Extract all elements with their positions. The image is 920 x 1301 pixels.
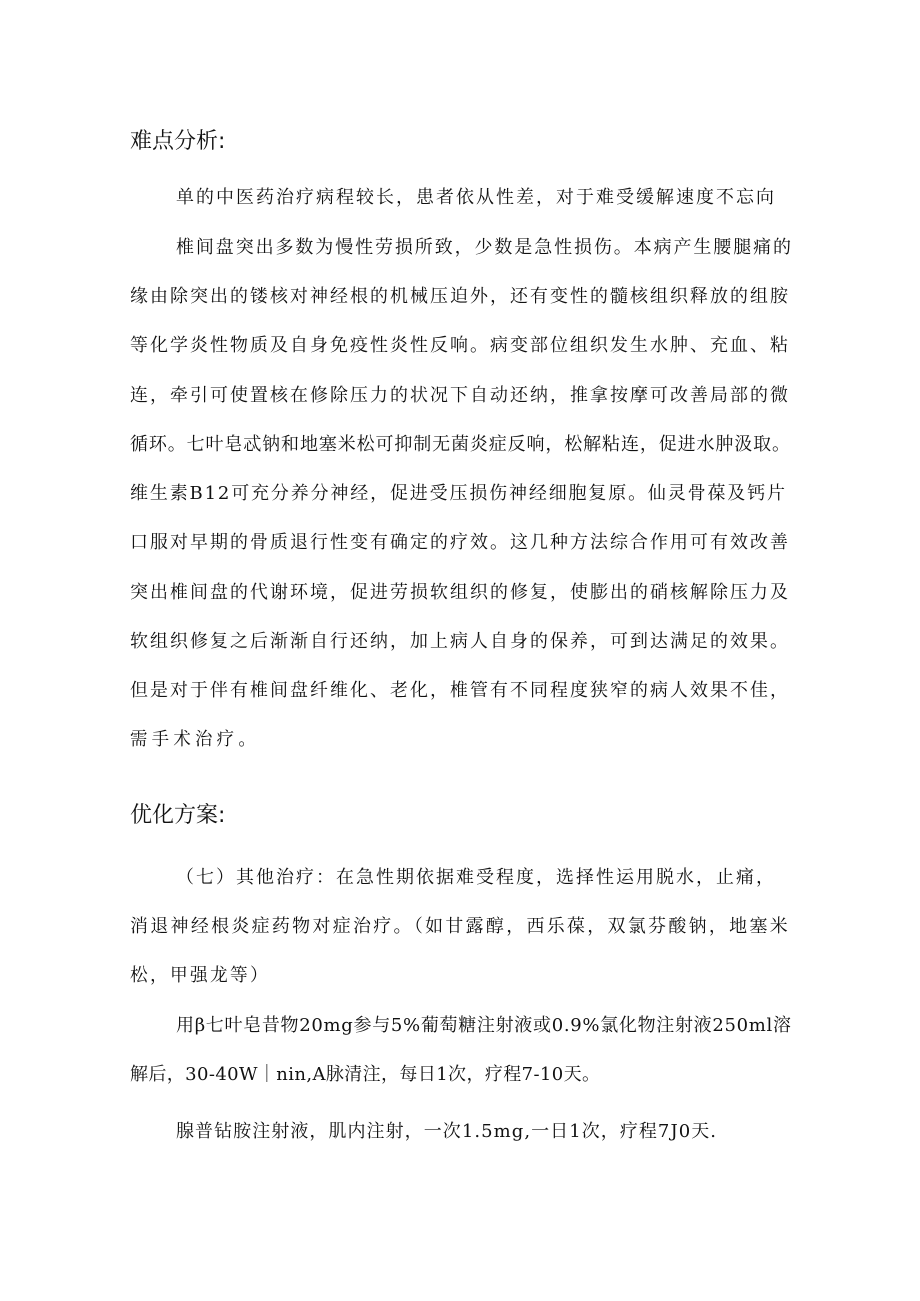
- section-title-difficulty-analysis: 难点分析:: [130, 129, 226, 154]
- text-line: 腺普钻胺注射液，肌内注射，一次1.5mg,一日1次，疗程7J0天.: [176, 1121, 718, 1142]
- text-line: 连，牵引可使置核在修除压力的状况下自动还纳，推拿按摩可改善局部的微: [130, 385, 790, 406]
- text-line: 等化学炎性物质及自身免疫性炎性反响。病变部位组织发生水肿、充血、粘: [130, 335, 790, 356]
- text-line: 突出椎间盘的代谢环境，促进劳损软组织的修复，使膨出的硝核解除压力及: [130, 582, 790, 603]
- text-line: 缘由除突出的镂核对神经根的机械压迫外，还有变性的髓核组织释放的组胺: [130, 286, 790, 307]
- text-line: 软组织修复之后渐渐自行还纳，加上病人自身的保养，可到达满足的效果。: [130, 631, 790, 652]
- text-line: 松，甲强龙等）: [130, 965, 270, 986]
- text-line: 维生素B12可充分养分神经，促进受压损伤神经细胞复原。仙灵骨葆及钙片: [130, 483, 787, 504]
- text-line: 单的中医药治疗病程较长，患者依从性差，对于难受缓解速度不忘向: [176, 187, 776, 208]
- text-line: 需手术治疗。: [130, 729, 260, 750]
- text-line: （七）其他治疗：在急性期依据难受程度，选择性运用脱水，止痛，: [176, 867, 776, 888]
- section-title-optimization-plan: 优化方案:: [130, 803, 226, 828]
- text-line: 消退神经根炎症药物对症治疗。（如甘露醇，西乐葆，双氯芬酸钠，地塞米: [130, 916, 790, 937]
- text-line: 口服对早期的骨质退行性变有确定的疗效。这几种方法综合作用可有效改善: [130, 532, 790, 553]
- text-line: 解后，30-40W｜nin,A脉清注，每日1次，疗程7-10天。: [130, 1064, 601, 1085]
- text-line: 用β七叶皂昔物20mg参与5%葡萄糖注射液或0.9%氯化物注射液250ml溶: [176, 1015, 792, 1036]
- text-line: 循环。七叶皂忒钠和地塞米松可抑制无菌炎症反响，松解粘连，促进水肿汲取。: [130, 434, 791, 455]
- text-line: 但是对于伴有椎间盘纤维化、老化，椎管有不同程度狭窄的病人效果不佳，: [130, 680, 790, 701]
- text-line: 椎间盘突出多数为慢性劳损所致，少数是急性损伤。本病产生腰腿痛的: [176, 237, 793, 258]
